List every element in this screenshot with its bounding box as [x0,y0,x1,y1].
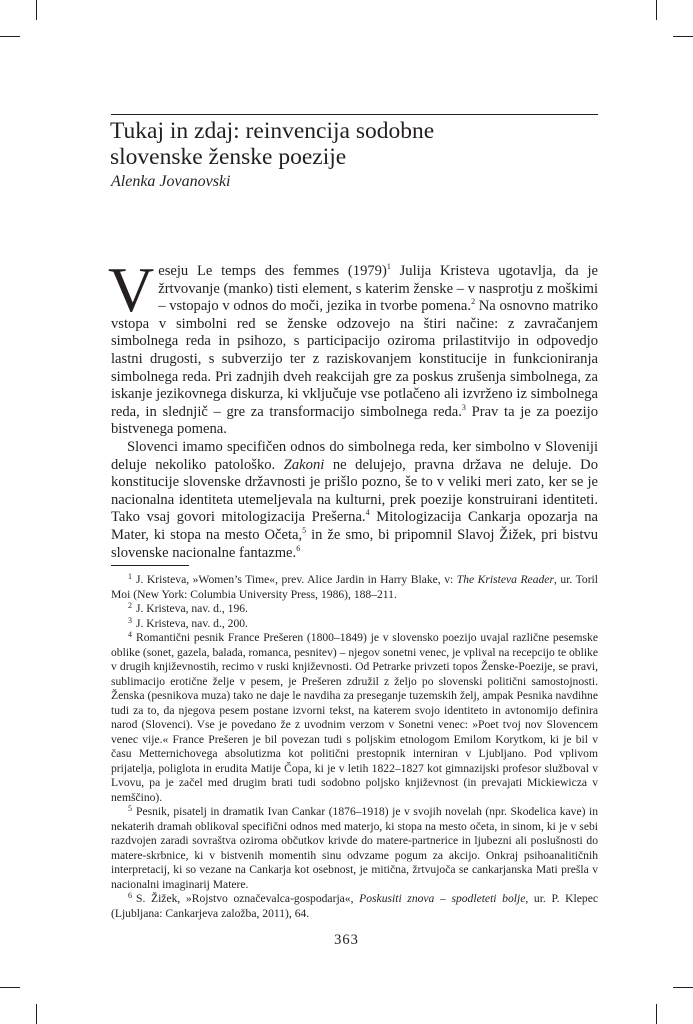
drop-cap: V [108,254,155,325]
text-run: Pesnik, pisatelj in dramatik Ivan Cankar (1876–1918) je v svojih novelah (npr. Skodelica kave) in nekaterih dramah oblikoval specifični odnos med materjo, ki stopa na mesto očeta, in sinom, ki je v sebi razdvojen zaradi sovraštva oziroma občutkov krivde do matere-partnerice in ljubezni ali poslušnosti do matere-skrbnice, ki v bistvenih momentih sinu odvzame pogum za akcijo. Onkraj psihoanalitičnih interpretacij, ki so vezane na Cankarja kot osebnost, je mitična, žrtvujoča se cankarjanska Mati prešla v nacionalni imaginarij Matere. [111,805,598,891]
footnote-number: 5 [128,804,132,813]
italic-run: Zakoni [283,456,325,473]
footnote-4 [111,631,598,805]
page-number: 363 [334,932,359,948]
italic-run: The Kristeva Reader [456,573,554,586]
footnotes [111,573,598,921]
footnote-ref-2[interactable]: 2 [471,297,476,307]
article-title [110,118,600,170]
footnote-2 [111,602,598,617]
footnote-6 [111,892,598,921]
text-run: Na osnovno matriko vstopa v simbolni red se ženske odzovejo na štiri načine: z zavračanjem simbolnega reda in psihozo, s participacijo oziroma prilastitvijo in odpovedjo lastni drugosti, s subverzijo ter z raziskovanjem konstitucije in funkcioniranja simbolnega reda. Pri zadnjih dveh reakcijah gre za poskus zrušenja simbolnega, za iskanje jezikovnega diskurza, ki vključuje vse potlačeno ali izvrženo iz simbolnega reda, in slednjič – gre za transformacijo simbolnega reda. [111,298,598,420]
footnote-number: 2 [128,601,132,610]
footnote-number: 3 [128,615,132,625]
text-run: J. Kristeva, »Women’s Time«, prev. Alice Jardin in Harry Blake, v: [136,573,457,586]
italic-run: Poskusiti znova – spodleteti bolje [359,892,526,905]
text-run: J. Kristeva, nav. d., 196. [136,602,248,615]
paragraph-1 [108,254,599,439]
footnote-3 [111,617,598,632]
crop-mark [36,0,37,20]
text-run: ne delujejo, pravna država ne deluje. Do konstitucije slovenske državnosti je prišlo pozno, še to v veliki meri zato, ker se je nacionalna identiteta utemeljevala na kulturni, prek poezije konstruirani identiteti. Tako vsaj govori mitologizacija Prešerna. [111,456,598,526]
text-run: J. Kristeva, nav. d., 200. [136,616,248,630]
title-line-1: Tukaj in zdaj: reinvencija sodobne [110,118,435,144]
footnote-ref-4[interactable]: 4 [365,508,370,518]
footnote-number: 4 [128,630,132,639]
footnote-number: 1 [128,572,132,581]
paragraph-2 [111,439,598,562]
crop-mark [656,0,657,20]
body-text [108,254,599,562]
crop-mark [656,1004,657,1024]
text-run: Mitologizacija Cankarja opozarja na Mater, ki stopa na mesto Očeta, [111,509,598,543]
text-run: eseju Le temps des femmes (1979) [158,263,387,279]
crop-mark [0,36,20,37]
text-run: S. Žižek, »Rojstvo označevalca-gospodarja«, [136,892,360,905]
text-run: Romantični pesnik France Prešeren (1800–1849) je v slovensko poezijo uvajal različne pesemske oblike (sonet, gazela, balada, romanca, pesnitev) – njegov sonetni venec, je vplival na recepcijo te oblike v drugih književnostih, recimo v ruski književnosti. Od Petrarke privzeti topos Ženske-Poezije, se pravi, sublimacijo erotične želje v pesem, je Prešeren združil z željo po slovenski politični samostojnosti. Ženska (pesnikova muza) tako ne daje le navdiha za preseganje tuzemskih želj, ampak Pesnika navdihne tudi za to, da njegova pesem postane izvorni tekst, na katerem svojo identiteto in avtonomijo definira narod (Slovenci). Vse je povedano že z uvodnim verzom v Sonetni venec: »Poet tvoj nov Slovencem venec vije.« France Prešeren je bil povezan tudi s poljskim etnologom Emilom Korytkom, ki je bil v času Metternichovega absolutizma kot politični prestopnik interniran v Ljubljano. Pod vplivom prijatelja, poliglota in erudita Matije Čopa, ki je v letih 1822–1827 kot gimnazijski profesor služboval v Lvovu, pa je začel med drugim brati tudi sodobno poljsko književnost (in prevajati Mickiewicza v nemščino). [111,631,598,804]
text-run: , ur. P. Klepec (Ljubljana: Cankarjeva založba, 2011), 64. [111,892,598,920]
author-name: Alenka Jovanovski [111,173,231,190]
footnote-5 [111,805,598,892]
text-run: Prav ta je za poezijo bistvenega pomena. [111,403,599,438]
crop-mark [36,1004,37,1024]
footnote-ref-1[interactable]: 1 [386,262,391,271]
crop-mark [673,36,693,37]
title-line-2: slovenske ženske poezije [110,144,347,170]
footnote-ref-3[interactable]: 3 [461,402,466,412]
crop-mark [673,987,693,988]
header-rule [111,114,598,115]
text-run: in že smo, bi pripomnil Slavoj Žižek, pri bistvu slovenske nacionalne fantazme. [111,526,598,561]
text-run: Julija Kristeva ugotavlja, da je žrtvovanje (manko) tisti element, s katerim ženske – v nasprotju z moškimi – vstopajo v odnos do moči, jezika in tvorbe pomena. [158,263,598,315]
footnote-ref-5[interactable]: 5 [302,525,307,535]
footnote-1 [111,573,598,602]
text-run: Slovenci imamo specifičen odnos do simbolnega reda, ker simbolno v Sloveniji deluje nekoliko patološko. [111,438,598,473]
crop-mark [0,987,20,988]
footnote-ref-6[interactable]: 6 [296,543,301,553]
footnote-number: 6 [128,891,132,900]
footnote-rule [111,565,189,566]
text-run: , ur. Toril Moi (New York: Columbia University Press, 1986), 188–211. [111,573,598,601]
